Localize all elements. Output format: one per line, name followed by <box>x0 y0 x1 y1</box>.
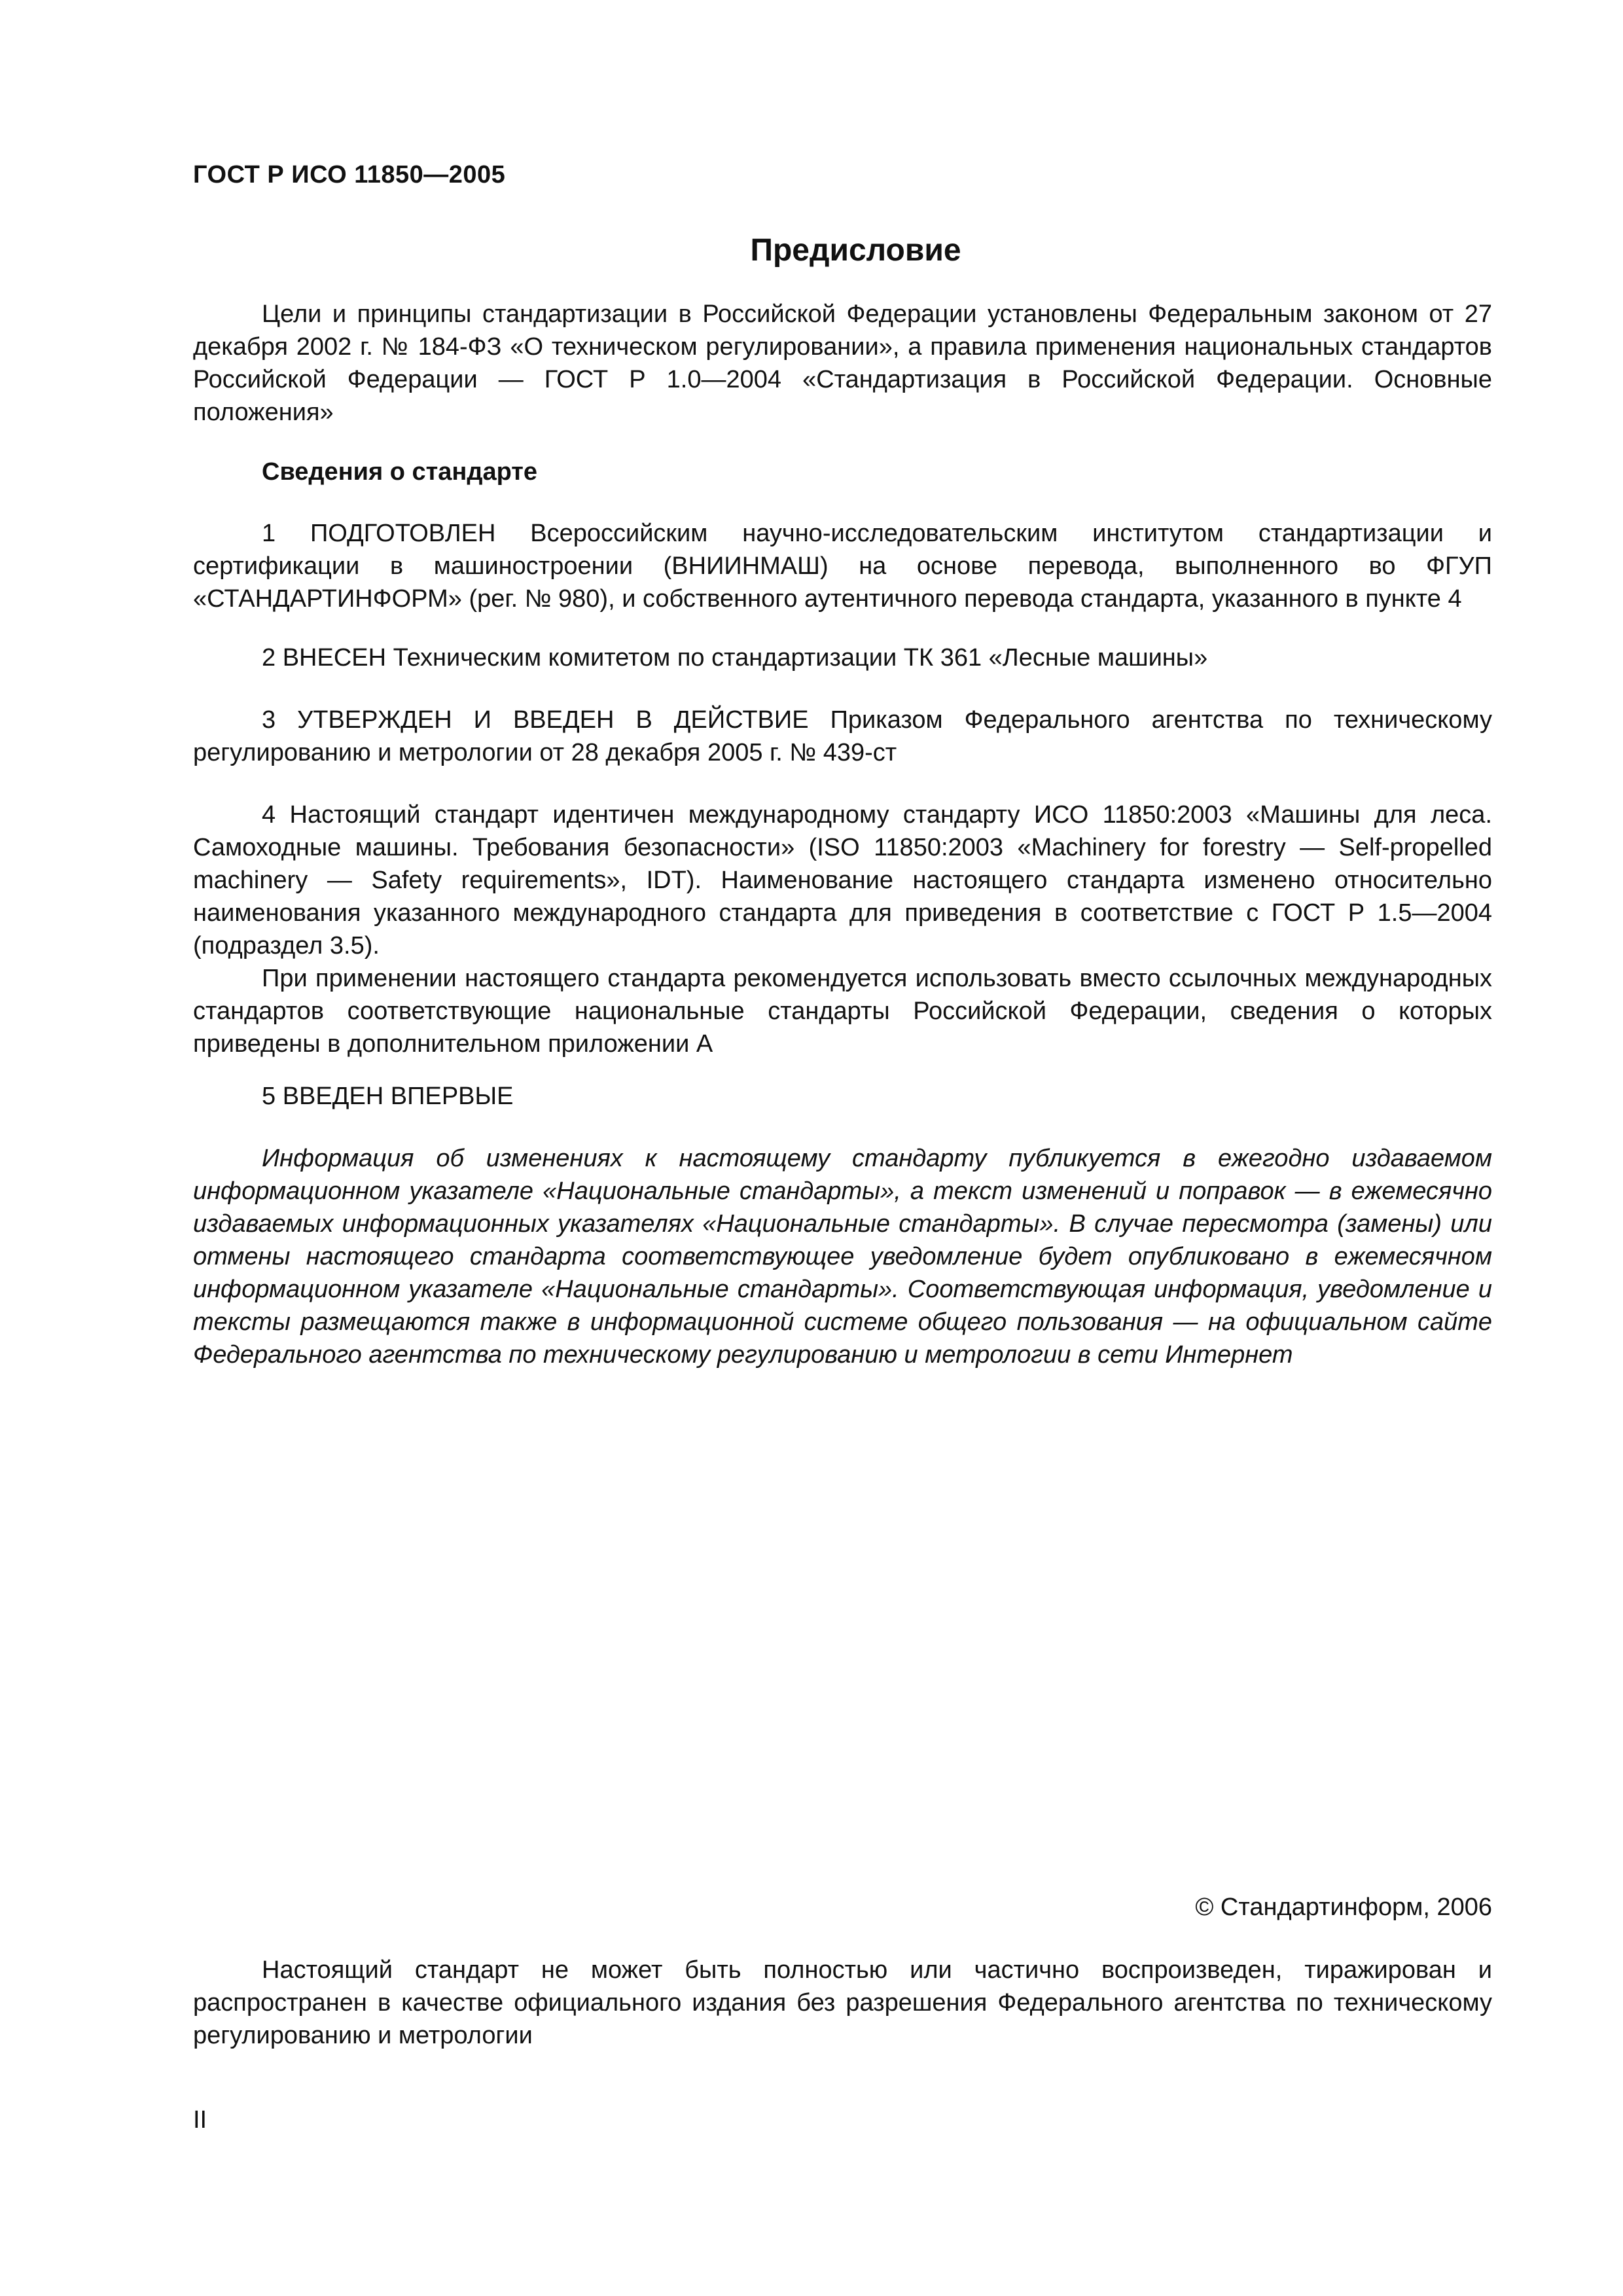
list-item: 3 УТВЕРЖДЕН И ВВЕДЕН В ДЕЙСТВИЕ Приказом Федерального агентства по техническому регулированию и метрологии от 28 декабря 2005 г. № 439-ст <box>193 706 1492 766</box>
reproduction-notice: Настоящий стандарт не может быть полностью или частично воспроизведен, тиражирован и распространен в качестве официального издания без разрешения Федерального агентства по техническому регулированию и метрологии <box>193 1956 1492 2049</box>
list-item: 5 ВВЕДЕН ВПЕРВЫЕ <box>262 1083 514 1110</box>
list-item: 1 ПОДГОТОВЛЕН Всероссийским научно-исследовательским институтом стандартизации и сертификации в машиностроении (ВНИИНМАШ) на основе перевода, выполненного во ФГУП «СТАНДАРТИНФОРМ» (рег. № 980), и собственного аутентичного перевода стандарта, указанного в пункте 4 <box>193 520 1492 613</box>
item-4-block <box>193 798 1492 1060</box>
info-heading: Сведения о стандарте <box>262 458 538 486</box>
list-item: 4 Настоящий стандарт идентичен международному стандарту ИСО 11850:2003 «Машины для леса. Самоходные машины. Требования безопасности» (ISO 11850:2003 «Machinery for forestry — Self-propelled machinery — Safety requirements», IDT). Наименование настоящего стандарта изменено относительно наименования указанного международного стандарта для приведения в соответствие с ГОСТ Р 1.5—2004 (подраздел 3.5). <box>193 801 1492 960</box>
copyright-notice: © Стандартинформ, 2006 <box>1195 1893 1492 1921</box>
item-3-block <box>193 704 1492 769</box>
intro-block <box>193 298 1492 429</box>
item-5-block <box>193 1080 1492 1113</box>
item-2-block <box>193 641 1492 674</box>
changes-info-paragraph: Информация об изменениях к настоящему стандарту публикуется в ежегодно издаваемом информационном указателе «Национальные стандарты», а текст изменений и поправок — в ежемесячно издаваемых информационных указателях «Национальные стандарты». В случае пересмотра (замены) или отмены настоящего стандарта соответствующее уведомление будет опубликовано в ежемесячном информационном указателе «Национальные стандарты». Соответствующая информация, уведомление и тексты размещаются также в информационной системе общего пользования — на официальном сайте Федерального агентства по техническому регулированию и метрологии в сети Интернет <box>193 1145 1492 1369</box>
document-header: ГОСТ Р ИСО 11850—2005 <box>193 161 506 188</box>
reproduction-block <box>193 1954 1492 2052</box>
changes-info-block <box>193 1142 1492 1371</box>
list-item: 2 ВНЕСЕН Техническим комитетом по стандартизации ТК 361 «Лесные машины» <box>262 644 1208 672</box>
intro-paragraph: Цели и принципы стандартизации в Российской Федерации установлены Федеральным законом от 27 декабря 2002 г. № 184-ФЗ «О техническом регулировании», а правила применения национальных стандартов Российской Федерации — ГОСТ Р 1.0—2004 «Стандартизация в Российской Федерации. Основные положения» <box>193 300 1492 426</box>
item-1-block <box>193 517 1492 615</box>
list-item: При применении настоящего стандарта рекомендуется использовать вместо ссылочных международных стандартов соответствующие национальные стандарты Российской Федерации, сведения о которых приведены в дополнительном приложении А <box>193 965 1492 1058</box>
page-number: II <box>193 2106 207 2134</box>
page-title: Предисловие <box>750 233 961 268</box>
